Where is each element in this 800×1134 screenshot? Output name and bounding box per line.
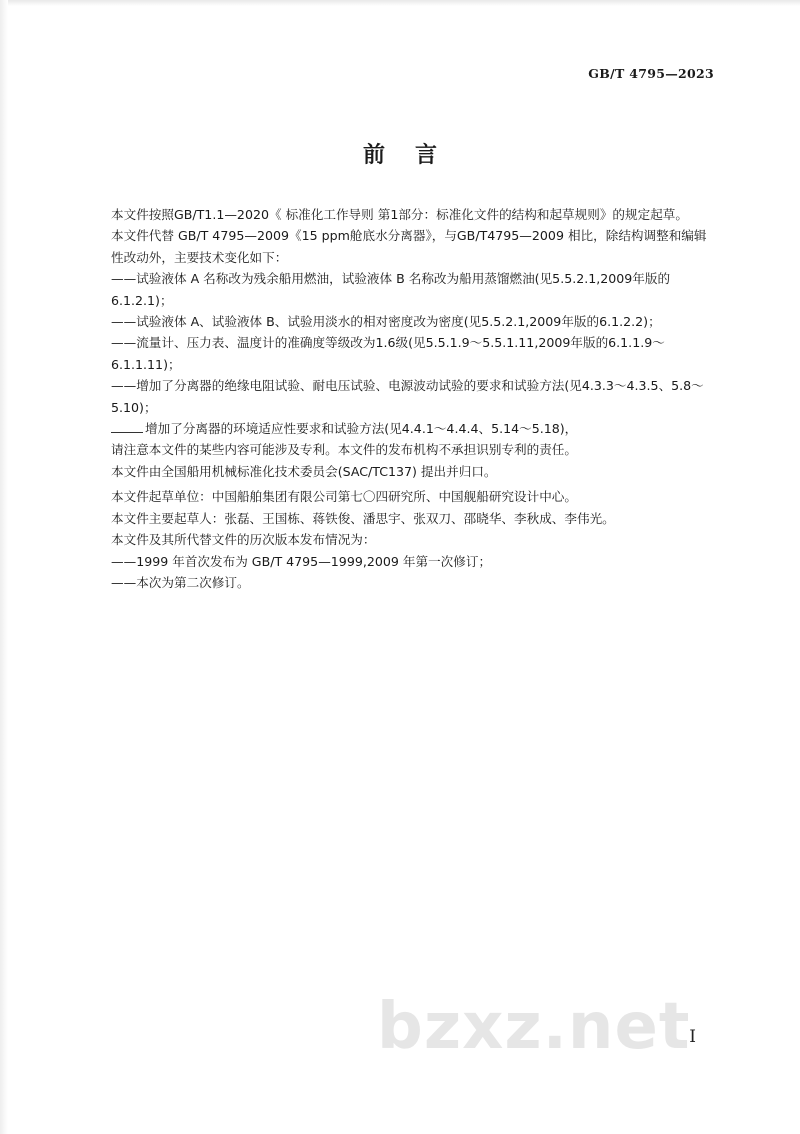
page-shadow-left <box>0 0 8 1134</box>
change-item-3: ——流量计、压力表、温度计的准确度等级改为1.6级(见5.5.1.9～5.5.1.11,2009年版的6.1.1.9～6.1.1.11)； <box>111 335 665 372</box>
change-item-2: ——试验液体 A、试验液体 B、试验用淡水的相对密度改为密度(见5.5.2.1,2009年版的6.1.2.2)； <box>111 314 661 330</box>
paragraph-drafting-rules: 本文件按照GB/T1.1—2020《 标准化工作导则 第1部分：标准化文件的结构和起草规则》的规定起草。 <box>111 207 688 222</box>
underline-mark <box>111 420 143 433</box>
change-item-4: ——增加了分离器的绝缘电阻试验、耐电压试验、电源波动试验的要求和试验方法(见4.3.3～4.3.5、5.8～5.10)； <box>111 378 704 415</box>
drafters: 本文件主要起草人：张磊、王国栋、蒋铁俊、潘思宇、张双刀、邵晓华、李秋成、李伟光。 <box>111 510 615 526</box>
paragraph-replacement: 本文件代替 GB/T 4795—2009《15 ppm舱底水分离器》，与GB/T4795—2009 相比，除结构调整和编辑性改动外，主要技术变化如下： <box>111 228 707 265</box>
page-title: 前言 <box>362 143 467 168</box>
standard-code: GB/T 4795—2023 <box>588 66 714 81</box>
patent-notice: 请注意本文件的某些内容可能涉及专利。本文件的发布机构不承担识别专利的责任。 <box>111 442 577 458</box>
document-body <box>111 204 719 593</box>
page-number: I <box>689 1027 696 1047</box>
page-shadow <box>0 0 800 6</box>
version-history-heading: 本文件及其所代替文件的历次版本发布情况为： <box>111 532 376 548</box>
version-history-item-1: ——1999 年首次发布为 GB/T 4795—1999,2009 年第一次修订； <box>111 553 492 569</box>
proposer-statement: 本文件由全国船用机械标准化技术委员会(SAC/TC137) 提出并归口。 <box>111 463 497 479</box>
change-item-5 <box>111 418 719 439</box>
version-history-item-2: ——本次为第二次修订。 <box>111 574 250 590</box>
change-item-1: ——试验液体 A 名称改为残余船用燃油，试验液体 B 名称改为船用蒸馏燃油(见5.5.2.1,2009年版的6.1.2.1)； <box>111 271 671 308</box>
change-item-5-text: 增加了分离器的环境适应性要求和试验方法(见4.4.1～4.4.4、5.14～5.18)， <box>145 421 578 437</box>
drafting-units: 本文件起草单位：中国船舶集团有限公司第七〇四研究所、中国舰船研究设计中心。 <box>111 489 577 505</box>
watermark-logo: bzxz.net <box>377 990 691 1064</box>
